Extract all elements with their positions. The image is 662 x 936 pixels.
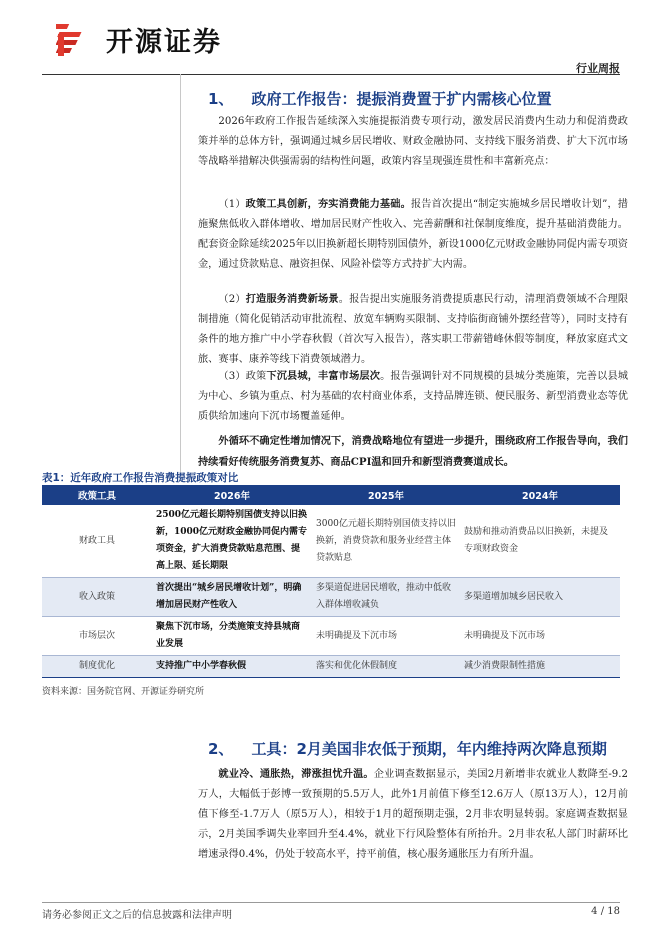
- table-row: [42, 505, 620, 578]
- point-2-lead: （2）: [218, 294, 246, 305]
- policy-comparison-table: [42, 485, 620, 678]
- company-logo: [56, 18, 222, 60]
- point-3-highlight: 下沉县城，丰富市场层次: [266, 370, 381, 382]
- table-header-cell: 政策工具: [42, 485, 152, 505]
- policy-point-2: [198, 289, 628, 370]
- table-cell: 未明确提及下沉市场: [312, 617, 460, 656]
- point-1-lead: （1）: [218, 199, 246, 210]
- point-1-highlight: 政策工具创新，夯实消费能力基础。: [245, 198, 411, 210]
- point-1-text: 报告首次提出“制定实施城乡居民增收计划”，措施聚焦低收入群体增收、增加居民财产性收入、完善薪酬和社保制度维度，提升基础消费能力。配套资金除延续2025年以旧换新超长期特别国债外，新设1000亿元财政金融协同促内需专项资金，通过贷款贴息、融资担保、风险补偿等方式持扩大内需。: [198, 199, 628, 270]
- table-cell: 收入政策: [42, 578, 152, 617]
- section-2-title: 工具：2月美国非农低于预期，年内维持两次降息预期: [251, 740, 607, 758]
- section-1-title: 政府工作报告：提振消费置于扩内需核心位置: [251, 90, 552, 108]
- page-number: 4 / 18: [591, 906, 620, 917]
- policy-point-1: [198, 194, 628, 275]
- table-header-cell: 2025年: [312, 485, 460, 505]
- document-type: 行业周报: [576, 62, 620, 75]
- table-cell: 减少消费限制性措施: [460, 656, 620, 678]
- table-row: [42, 578, 620, 617]
- table-row: [42, 617, 620, 656]
- table-cell: 3000亿元超长期特别国债支持以旧换新，消费贷款和服务业经营主体贷款贴息: [312, 505, 460, 578]
- point-3-text: 。报告强调针对不同规模的县城分类施策，完善以县城为中心、乡镇为重点、村为基础的农村商业体系，支持品牌连锁、便民服务、新型消费业态等优质供给加速向下沉市场覆盖延伸。: [198, 371, 629, 422]
- footer-disclaimer: 请务必参阅正文之后的信息披露和法律声明: [42, 910, 232, 921]
- section-1-heading: [208, 88, 551, 109]
- conclusion-text: 外循环不确定性增加情况下，消费战略地位有望进一步提升，围绕政府工作报告导向，我们持续看好传统服务消费复苏、商品CPI温和回升和新型消费赛道成长。: [198, 435, 628, 468]
- header-divider: [42, 74, 620, 75]
- table-cell: 多渠道增加城乡居民收入: [460, 578, 620, 617]
- table-cell: 财政工具: [42, 505, 152, 578]
- section-1-intro: 2026年政府工作报告延续深入实施提振消费专项行动，激发居民消费内生动力和促消费政策并举的总体方针，强调通过城乡居民增收、财政金融协同、支持线下服务消费、扩大下沉市场等战略举措解决供强需弱的结构性问题，政策内容呈现强连贯性和丰富新亮点：: [198, 116, 628, 167]
- table-cell: 首次提出“城乡居民增收计划”，明确增加居民财产性收入: [152, 578, 312, 617]
- logo-mark-icon: [56, 18, 96, 60]
- point-2-highlight: 打造服务消费新场景: [245, 293, 339, 305]
- table-cell: 未明确提及下沉市场: [460, 617, 620, 656]
- section-2-number: 2、: [208, 740, 234, 758]
- footer-divider: [42, 902, 620, 903]
- table-cell: 制度优化: [42, 656, 152, 678]
- point-3-lead: （3）政策: [218, 371, 267, 382]
- table-row: [42, 656, 620, 678]
- table-cell: 聚焦下沉市场，分类施策支持县城商业发展: [152, 617, 312, 656]
- margin-line: [180, 74, 181, 474]
- section-2-body: [198, 764, 628, 865]
- section-1-number: 1、: [208, 90, 234, 108]
- section-2-text: 企业调查数据显示，美国2月新增非农就业人数降至-9.2万人，大幅低于彭博一致预期的5.5万人，此外1月前值下修至12.6万人（原13万人），12月前值下修至-1.7万人（原5万人），相较于1月的超预期走强，2月非农明显转弱。家庭调查数据显示，2月美国季调失业率回升至4.4%，就业下行风险整体有所抬升。2月非农私人部门时薪环比增速录得0.4%，仍处于较高水平，持平前值，核心服务通胀压力有所升温。: [198, 769, 629, 860]
- table-title: 表1：近年政府工作报告消费提振政策对比: [42, 472, 239, 484]
- table-cell: 鼓励和推动消费品以旧换新，未提及专项财政资金: [460, 505, 620, 578]
- table-cell: 多渠道促进居民增收，推动中低收入群体增收减负: [312, 578, 460, 617]
- section-2-lead: 就业冷、通胀热，滞涨担忧升温。: [218, 768, 374, 780]
- policy-point-3: [198, 366, 628, 427]
- section-1-conclusion: [198, 431, 628, 473]
- table-header-cell: 2026年: [152, 485, 312, 505]
- table-cell: 落实和优化休假制度: [312, 656, 460, 678]
- logo-text: 开源证券: [106, 26, 222, 58]
- table-source: 资料来源：国务院官网、开源证券研究所: [42, 687, 205, 697]
- table-header-row: [42, 485, 620, 505]
- table-header-cell: 2024年: [460, 485, 620, 505]
- table-cell: 支持推广中小学春秋假: [152, 656, 312, 678]
- point-2-text: 。报告提出实施服务消费提质惠民行动，清理消费领域不合理限制措施（简化促销活动审批流程、放宽车辆购买限制、支持临街商铺外摆经营等），同时支持有条件的地方推广中小学春秋假（首次写入报告），落实职工带薪错峰休假等制度，释放家庭式文旅、赛事、康养等线下消费领域潜力。: [198, 294, 629, 365]
- section-2-heading: [208, 738, 607, 759]
- table-cell: 2500亿元超长期特别国债支持以旧换新，1000亿元财政金融协同促内需专项资金，扩大消费贷款贴息范围、提高上限、延长期限: [152, 505, 312, 578]
- table-cell: 市场层次: [42, 617, 152, 656]
